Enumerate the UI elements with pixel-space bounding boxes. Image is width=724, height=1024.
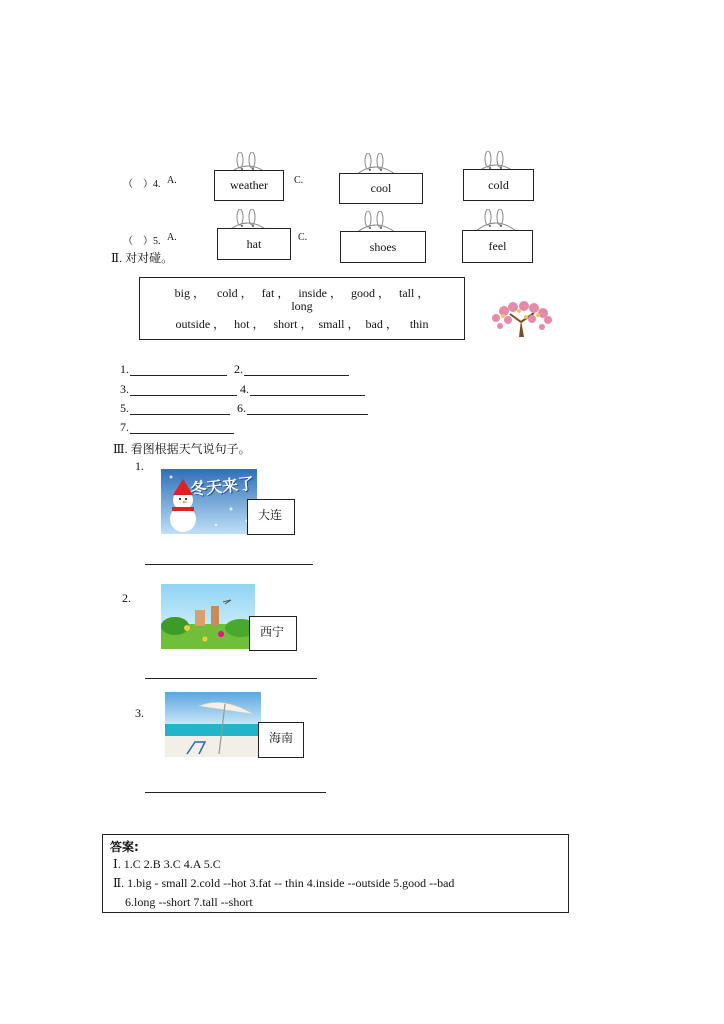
option-c-label: C. [298, 232, 308, 243]
bunny-icon [350, 211, 402, 233]
winter-banner-text: 冬天来了 [189, 473, 255, 500]
beach-umbrella-image [165, 692, 261, 757]
blank-label: 7. [120, 420, 129, 434]
blank-label: 2. [234, 362, 243, 376]
word-card: shoes [340, 231, 426, 263]
section-3-heading: Ⅲ. 看图根据天气说句子。 [113, 442, 251, 456]
item-number: 2. [122, 591, 131, 605]
answer-blank[interactable] [145, 678, 317, 679]
word-bank-line-2: long [291, 299, 313, 313]
option-a-label: A. [167, 175, 177, 186]
city-label-box: 海南 [258, 722, 304, 758]
answer-blank[interactable] [247, 414, 368, 415]
item-number: 1. [135, 459, 144, 473]
answer-blank[interactable] [250, 395, 365, 396]
answer-line-3: 6.long --short 7.tall --short [125, 895, 253, 909]
word-card: hat [217, 228, 291, 260]
spring-park-image [161, 584, 255, 649]
section-2-heading: Ⅱ. 对对碰。 [111, 251, 174, 265]
word-card: cold [463, 169, 534, 201]
answer-blank[interactable] [145, 792, 326, 793]
bunny-icon [470, 209, 522, 231]
answer-blank[interactable] [130, 433, 234, 434]
city-label-box: 大连 [247, 499, 295, 535]
option-a-label: A. [167, 232, 177, 243]
city-label-box: 西宁 [249, 616, 297, 651]
word-bank-box [139, 277, 465, 340]
answer-key-box [102, 834, 569, 913]
answer-blank[interactable] [145, 564, 313, 565]
answer-key-title: 答案: [110, 840, 139, 854]
question-4-paren: （ ）4. [123, 179, 161, 190]
word-bank-line-3: outside ， hot ， short ， small ， bad ， thin [175, 317, 429, 331]
bunny-icon [350, 153, 402, 175]
blank-label: 5. [120, 401, 129, 415]
answer-blank[interactable] [130, 414, 230, 415]
word-bank-line-1: big ， cold ， fat ， inside ， good ， tall ， [174, 286, 430, 300]
blank-label: 4. [240, 382, 249, 396]
word-card: feel [462, 230, 533, 263]
word-card: cool [339, 173, 423, 204]
word-card: weather [214, 170, 284, 201]
question-5-paren: （ ）5. [123, 236, 161, 247]
answer-blank[interactable] [244, 375, 349, 376]
blank-label: 3. [120, 382, 129, 396]
answer-blank[interactable] [130, 375, 227, 376]
answer-blank[interactable] [130, 395, 237, 396]
item-number: 3. [135, 706, 144, 720]
blank-label: 6. [237, 401, 246, 415]
option-c-label: C. [294, 175, 304, 186]
answer-line-1: Ⅰ. 1.C 2.B 3.C 4.A 5.C [113, 857, 221, 871]
tree-icon [486, 300, 556, 338]
answer-line-2: Ⅱ. 1.big - small 2.cold --hot 3.fat -- thin 4.inside --outside 5.good --bad [113, 876, 455, 890]
blank-label: 1. [120, 362, 129, 376]
